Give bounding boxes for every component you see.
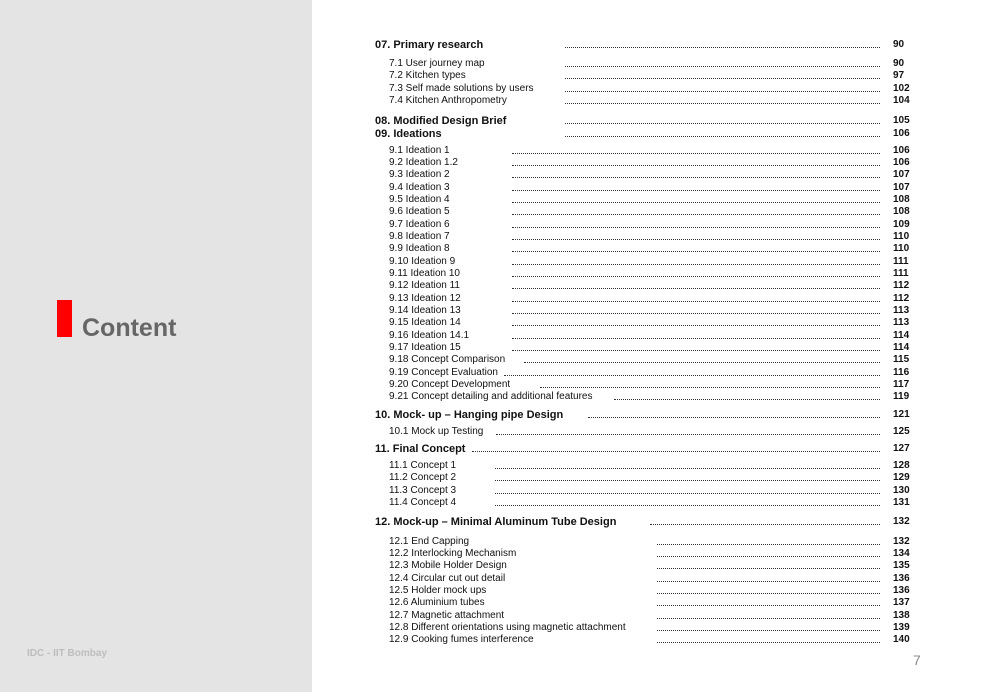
toc-entry-label: 9.1 Ideation 1 [389, 145, 450, 156]
toc-entry-label: 9.5 Ideation 4 [389, 194, 450, 205]
dotted-leader [512, 288, 880, 289]
toc-entry-label: 12.8 Different orientations using magnetic attachment [389, 622, 626, 633]
dotted-leader [565, 136, 880, 137]
toc-entry-label: 9.2 Ideation 1.2 [389, 157, 458, 168]
toc-entry-page-number: 90 [893, 39, 905, 50]
dotted-leader [512, 177, 880, 178]
dotted-leader [512, 251, 880, 252]
toc-entry-label: 12.9 Cooking fumes interference [389, 634, 534, 645]
dotted-leader [512, 338, 880, 339]
toc-entry-page-number: 117 [893, 379, 910, 390]
toc-entry-label: 12.2 Interlocking Mechanism [389, 548, 517, 559]
toc-subsection-row[interactable] [0, 633, 1000, 647]
toc-entry-label: 9.20 Concept Development [389, 379, 511, 390]
toc-entry-page-number: 102 [893, 83, 910, 94]
dotted-leader [657, 642, 880, 643]
toc-subsection-row[interactable] [0, 316, 1000, 330]
dotted-leader [495, 468, 880, 469]
toc-entry-page-number: 113 [893, 305, 910, 316]
dotted-leader [512, 313, 880, 314]
toc-subsection-row[interactable] [0, 279, 1000, 293]
dotted-leader [565, 66, 880, 67]
toc-entry-page-number: 128 [893, 460, 910, 471]
dotted-leader [512, 239, 880, 240]
toc-subsection-row[interactable] [0, 496, 1000, 510]
toc-entry-page-number: 106 [893, 157, 910, 168]
toc-subsection-row[interactable] [0, 242, 1000, 256]
dotted-leader [512, 350, 880, 351]
dotted-leader [565, 91, 880, 92]
dotted-leader [472, 451, 880, 452]
toc-entry-page-number: 108 [893, 194, 910, 205]
toc-subsection-row[interactable] [0, 205, 1000, 219]
toc-entry-label: 7.1 User journey map [389, 58, 485, 69]
toc-entry-label: 9.11 Ideation 10 [389, 268, 460, 279]
dotted-leader [657, 630, 880, 631]
toc-entry-label: 9.16 Ideation 14.1 [389, 330, 470, 341]
toc-entry-label: 7.3 Self made solutions by users [389, 83, 534, 94]
dotted-leader [657, 581, 880, 582]
toc-section-row[interactable] [0, 127, 1000, 141]
toc-entry-label: 11.3 Concept 3 [389, 485, 457, 496]
toc-entry-label: 11. Final Concept [375, 443, 466, 455]
toc-entry-page-number: 127 [893, 443, 910, 454]
toc-entry-page-number: 110 [893, 243, 910, 254]
toc-entry-page-number: 129 [893, 472, 910, 483]
page-title: Content [82, 314, 177, 342]
toc-entry-label: 10. Mock- up – Hanging pipe Design [375, 409, 564, 421]
toc-entry-label: 9.18 Concept Comparison [389, 354, 506, 365]
toc-entry-label: 12.1 End Capping [389, 536, 470, 547]
dotted-leader [565, 123, 880, 124]
toc-entry-label: 12.7 Magnetic attachment [389, 610, 505, 621]
toc-entry-label: 9.12 Ideation 11 [389, 280, 460, 291]
toc-entry-page-number: 90 [893, 58, 905, 69]
toc-entry-page-number: 132 [893, 536, 910, 547]
toc-entry-page-number: 130 [893, 485, 910, 496]
toc-section-row[interactable] [0, 408, 1000, 422]
dotted-leader [588, 417, 880, 418]
dotted-leader [512, 227, 880, 228]
dotted-leader [657, 544, 880, 545]
toc-entry-label: 9.7 Ideation 6 [389, 219, 450, 230]
toc-entry-label: 9.3 Ideation 2 [389, 169, 450, 180]
toc-entry-page-number: 125 [893, 426, 910, 437]
dotted-leader [614, 399, 880, 400]
toc-entry-page-number: 109 [893, 219, 910, 230]
dotted-leader [650, 524, 880, 525]
toc-entry-page-number: 132 [893, 516, 910, 527]
dotted-leader [540, 387, 880, 388]
toc-entry-page-number: 113 [893, 317, 910, 328]
dotted-leader [657, 568, 880, 569]
footer-institution: IDC - IIT Bombay [27, 648, 108, 659]
toc-entry-label: 08. Modified Design Brief [375, 115, 507, 127]
toc-entry-page-number: 137 [893, 597, 910, 608]
dotted-leader [512, 301, 880, 302]
toc-entry-page-number: 107 [893, 169, 910, 180]
toc-section-row[interactable] [0, 38, 1000, 52]
dotted-leader [504, 375, 880, 376]
toc-entry-page-number: 116 [893, 367, 910, 378]
toc-entry-label: 7.2 Kitchen types [389, 70, 466, 81]
toc-entry-page-number: 104 [893, 95, 910, 106]
toc-entry-label: 9.10 Ideation 9 [389, 256, 456, 267]
dotted-leader [512, 264, 880, 265]
toc-subsection-row[interactable] [0, 390, 1000, 404]
toc-entry-label: 12.6 Aluminium tubes [389, 597, 485, 608]
dotted-leader [657, 556, 880, 557]
toc-entry-page-number: 112 [893, 293, 910, 304]
toc-subsection-row[interactable] [0, 69, 1000, 83]
dotted-leader [512, 214, 880, 215]
toc-entry-label: 12.5 Holder mock ups [389, 585, 487, 596]
toc-entry-page-number: 140 [893, 634, 910, 645]
toc-section-row[interactable] [0, 515, 1000, 529]
toc-entry-page-number: 119 [893, 391, 910, 402]
toc-entry-label: 9.8 Ideation 7 [389, 231, 450, 242]
toc-entry-label: 12. Mock-up – Minimal Aluminum Tube Design [375, 516, 617, 528]
toc-entry-page-number: 112 [893, 280, 910, 291]
toc-entry-label: 12.4 Circular cut out detail [389, 573, 506, 584]
toc-subsection-row[interactable] [0, 168, 1000, 182]
toc-entry-label: 9.9 Ideation 8 [389, 243, 450, 254]
dotted-leader [657, 618, 880, 619]
toc-entry-page-number: 115 [893, 354, 910, 365]
dotted-leader [495, 480, 880, 481]
dotted-leader [512, 276, 880, 277]
toc-subsection-row[interactable] [0, 425, 1000, 439]
toc-entry-label: 9.15 Ideation 14 [389, 317, 461, 328]
toc-subsection-row[interactable] [0, 94, 1000, 108]
toc-entry-label: 09. Ideations [375, 128, 442, 140]
page-number: 7 [913, 652, 921, 668]
toc-entry-label: 9.13 Ideation 12 [389, 293, 461, 304]
dotted-leader [496, 434, 880, 435]
dotted-leader [512, 165, 880, 166]
dotted-leader [657, 605, 880, 606]
toc-entry-label: 11.1 Concept 1 [389, 460, 457, 471]
toc-entry-label: 9.6 Ideation 5 [389, 206, 450, 217]
toc-entry-page-number: 97 [893, 70, 905, 81]
dotted-leader [565, 103, 880, 104]
toc-entry-page-number: 111 [893, 268, 909, 279]
dotted-leader [565, 78, 880, 79]
toc-entry-page-number: 108 [893, 206, 910, 217]
dotted-leader [495, 505, 880, 506]
dotted-leader [512, 190, 880, 191]
toc-section-row[interactable] [0, 442, 1000, 456]
toc-entry-page-number: 106 [893, 128, 910, 139]
toc-entry-page-number: 139 [893, 622, 910, 633]
toc-entry-label: 11.2 Concept 2 [389, 472, 457, 483]
dotted-leader [512, 153, 880, 154]
dotted-leader [524, 362, 880, 363]
toc-subsection-row[interactable] [0, 353, 1000, 367]
toc-entry-label: 12.3 Mobile Holder Design [389, 560, 507, 571]
toc-entry-label: 7.4 Kitchen Anthropometry [389, 95, 507, 106]
toc-entry-label: 11.4 Concept 4 [389, 497, 457, 508]
toc-entry-page-number: 134 [893, 548, 910, 559]
toc-entry-label: 9.19 Concept Evaluation [389, 367, 498, 378]
toc-entry-label: 9.17 Ideation 15 [389, 342, 461, 353]
toc-subsection-row[interactable] [0, 471, 1000, 485]
toc-entry-page-number: 136 [893, 573, 910, 584]
toc-entry-label: 9.14 Ideation 13 [389, 305, 461, 316]
toc-entry-page-number: 114 [893, 330, 910, 341]
toc-entry-page-number: 111 [893, 256, 909, 267]
dotted-leader [657, 593, 880, 594]
toc-subsection-row[interactable] [0, 559, 1000, 573]
toc-entry-page-number: 110 [893, 231, 910, 242]
toc-subsection-row[interactable] [0, 596, 1000, 610]
toc-entry-page-number: 114 [893, 342, 910, 353]
toc-entry-page-number: 131 [893, 497, 910, 508]
toc-entry-label: 9.4 Ideation 3 [389, 182, 450, 193]
toc-entry-page-number: 135 [893, 560, 910, 571]
toc-entry-page-number: 136 [893, 585, 910, 596]
toc-section-row[interactable] [0, 114, 1000, 128]
toc-entry-page-number: 107 [893, 182, 910, 193]
toc-entry-page-number: 105 [893, 115, 910, 126]
dotted-leader [495, 493, 880, 494]
toc-entry-label: 10.1 Mock up Testing [389, 426, 484, 437]
toc-entry-page-number: 121 [893, 409, 910, 420]
toc-entry-label: 9.21 Concept detailing and additional features [389, 391, 593, 402]
dotted-leader [512, 202, 880, 203]
dotted-leader [565, 47, 880, 48]
dotted-leader [512, 325, 880, 326]
toc-entry-label: 07. Primary research [375, 39, 484, 51]
toc-entry-page-number: 138 [893, 610, 910, 621]
toc-entry-page-number: 106 [893, 145, 910, 156]
